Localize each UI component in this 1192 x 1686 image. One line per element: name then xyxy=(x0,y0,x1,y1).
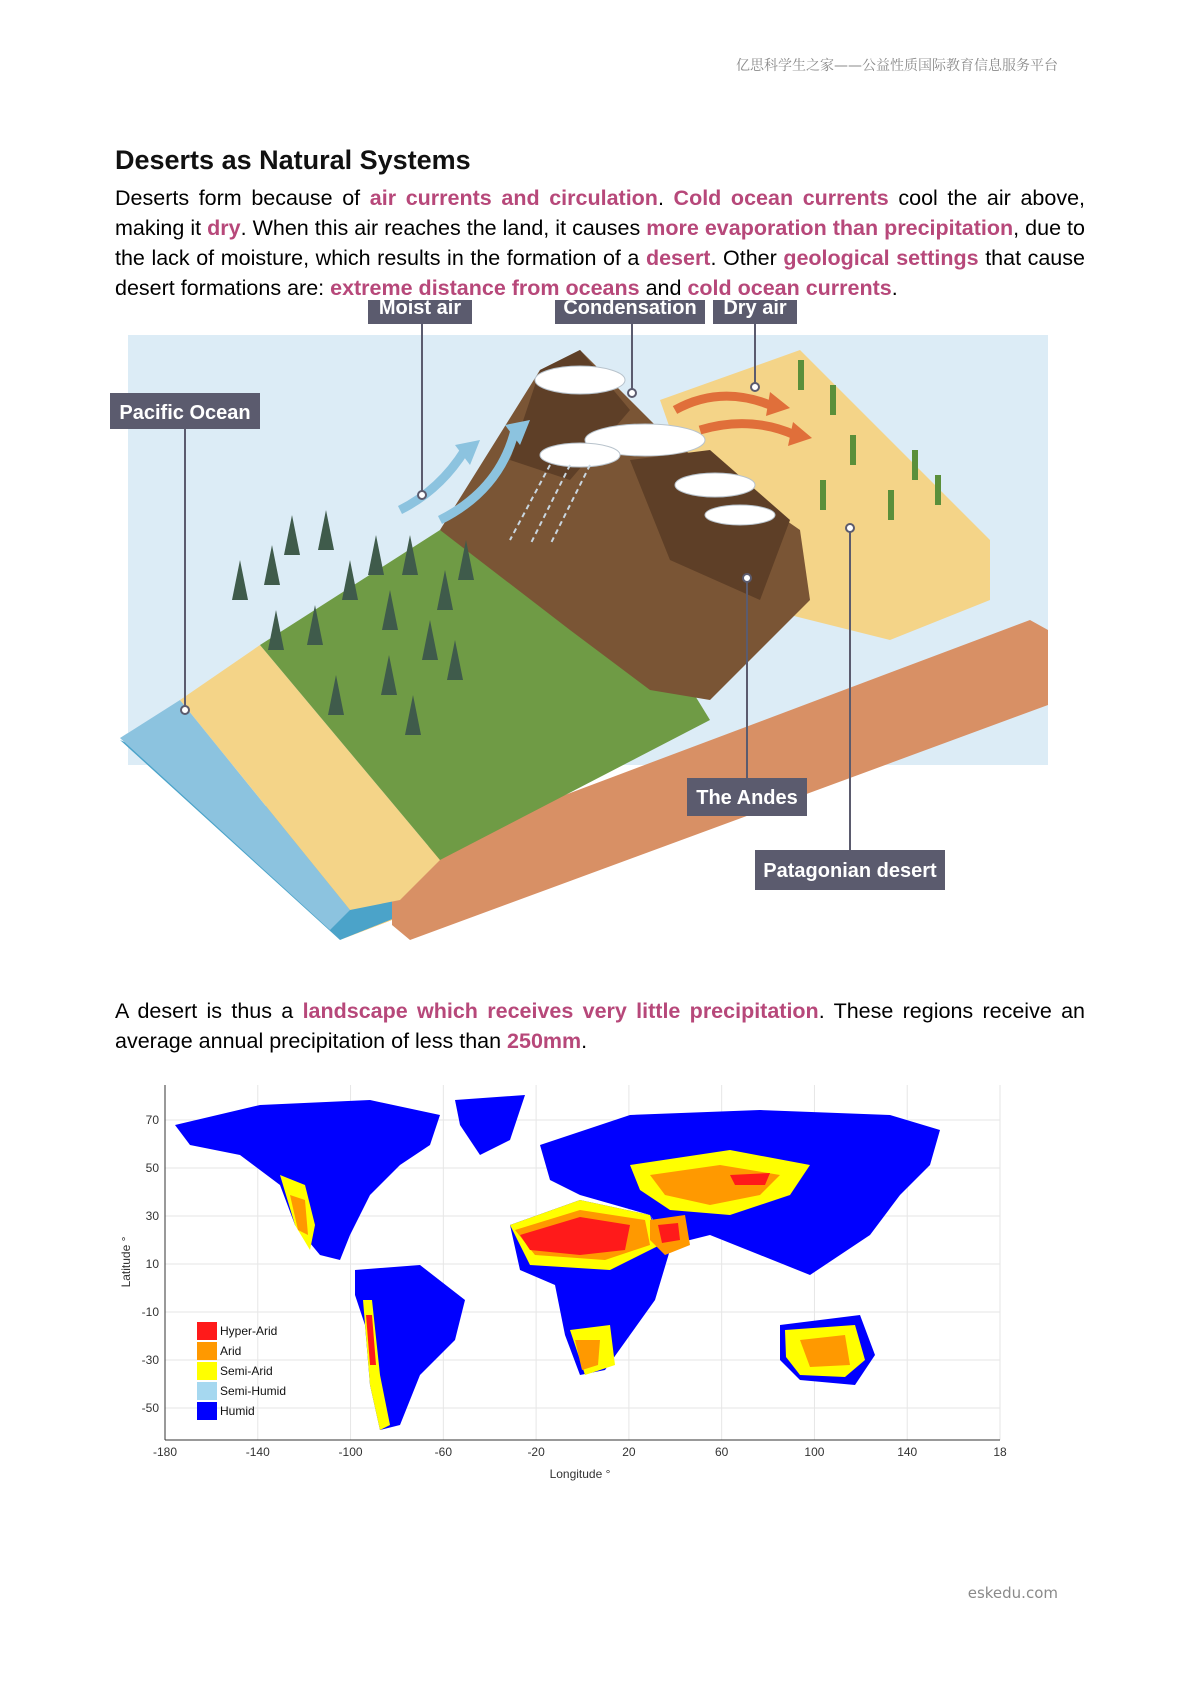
highlight-term: cold ocean currents xyxy=(687,276,892,300)
highlight-term: dry xyxy=(207,216,241,240)
x-tick-labels xyxy=(153,1445,1007,1459)
y-tick-label: 50 xyxy=(145,1161,159,1175)
y-tick-label: -50 xyxy=(141,1401,159,1415)
page-footer: eskedu.com xyxy=(967,1584,1058,1602)
highlight-term: landscape which receives very little precipitation xyxy=(302,999,819,1023)
aridity-world-map xyxy=(110,1085,1040,1485)
x-tick-label: 100 xyxy=(804,1445,825,1459)
x-tick-label: -20 xyxy=(527,1445,545,1459)
cloud xyxy=(540,443,620,467)
x-tick-label: 140 xyxy=(897,1445,918,1459)
gobi-hyper-arid xyxy=(730,1173,770,1185)
rain-shadow-diagram xyxy=(110,300,1070,965)
cloud xyxy=(535,366,625,394)
dry-air-label: Dry air xyxy=(723,300,787,319)
x-tick-label: 20 xyxy=(622,1445,636,1459)
legend-swatch xyxy=(197,1362,217,1380)
y-axis-label: Latitude ° xyxy=(119,1236,133,1288)
legend-label: Humid xyxy=(220,1404,255,1418)
leader-dot xyxy=(181,706,189,714)
x-tick-label: -140 xyxy=(245,1445,270,1459)
cactus xyxy=(798,360,804,390)
condensation-label: Condensation xyxy=(563,300,697,319)
legend-swatch xyxy=(197,1322,217,1340)
x-tick-label: -180 xyxy=(152,1445,178,1459)
moist-air-label: Moist air xyxy=(378,300,462,319)
leader-dot xyxy=(846,524,854,532)
cactus xyxy=(820,480,826,510)
cloud xyxy=(675,473,755,497)
highlight-term: air currents and circulation xyxy=(369,186,658,210)
cactus xyxy=(912,450,918,480)
y-tick-label: -30 xyxy=(141,1353,159,1367)
pacific-ocean-label: Pacific Ocean xyxy=(119,402,251,424)
highlight-term: desert xyxy=(645,246,711,270)
page-header: 亿思科学生之家——公益性质国际教育信息服务平台 xyxy=(736,58,1058,74)
cloud xyxy=(705,505,775,525)
x-axis-label: Longitude ° xyxy=(549,1467,611,1481)
legend-label: Arid xyxy=(220,1344,242,1358)
definition-paragraph: A desert is thus a landscape which receives very little precipitation. These regions receive an average annual precipitation of less than 250mm. xyxy=(115,999,1085,1053)
legend-label: Hyper-Arid xyxy=(220,1324,278,1338)
intro-paragraph: Deserts form because of air currents and circulation. Cold ocean currents cool the air above, making it dry. When this air reaches the land, it causes more evaporation than precipitation, due to the lack of moisture, which results in the formation of a desert. Other geological settings that cause desert formations are: extreme distance from oceans and cold ocean currents. xyxy=(115,186,1086,300)
x-tick-label: 18 xyxy=(993,1445,1007,1459)
legend-swatch xyxy=(197,1402,217,1420)
y-tick-label: 10 xyxy=(145,1257,159,1271)
highlight-term: Cold ocean currents xyxy=(673,186,889,210)
y-tick-label: 30 xyxy=(145,1209,159,1223)
highlight-term: extreme distance from oceans xyxy=(330,276,640,300)
leader-dot xyxy=(628,389,636,397)
cactus xyxy=(850,435,856,465)
legend-label: Semi-Humid xyxy=(220,1384,287,1398)
y-tick-label: -10 xyxy=(141,1305,159,1319)
x-tick-label: -100 xyxy=(338,1445,363,1459)
legend-label: Semi-Arid xyxy=(220,1364,273,1378)
andes-label: The Andes xyxy=(696,787,798,809)
highlight-term: 250mm xyxy=(507,1029,582,1053)
highlight-term: more evaporation than precipitation xyxy=(646,216,1014,240)
cactus xyxy=(888,490,894,520)
x-tick-label: -60 xyxy=(434,1445,453,1459)
cactus xyxy=(830,385,836,415)
cactus xyxy=(935,475,941,505)
legend-swatch xyxy=(197,1342,217,1360)
section-title: Deserts as Natural Systems xyxy=(115,145,471,175)
leader-dot xyxy=(418,491,426,499)
y-tick-labels xyxy=(142,1113,160,1415)
leader-dot xyxy=(751,383,759,391)
leader-dot xyxy=(743,574,751,582)
x-tick-label: 60 xyxy=(714,1445,729,1459)
legend-swatch xyxy=(197,1382,217,1400)
highlight-term: geological settings xyxy=(783,246,979,270)
patagonian-label: Patagonian desert xyxy=(763,860,937,882)
y-tick-label: 70 xyxy=(145,1113,159,1127)
